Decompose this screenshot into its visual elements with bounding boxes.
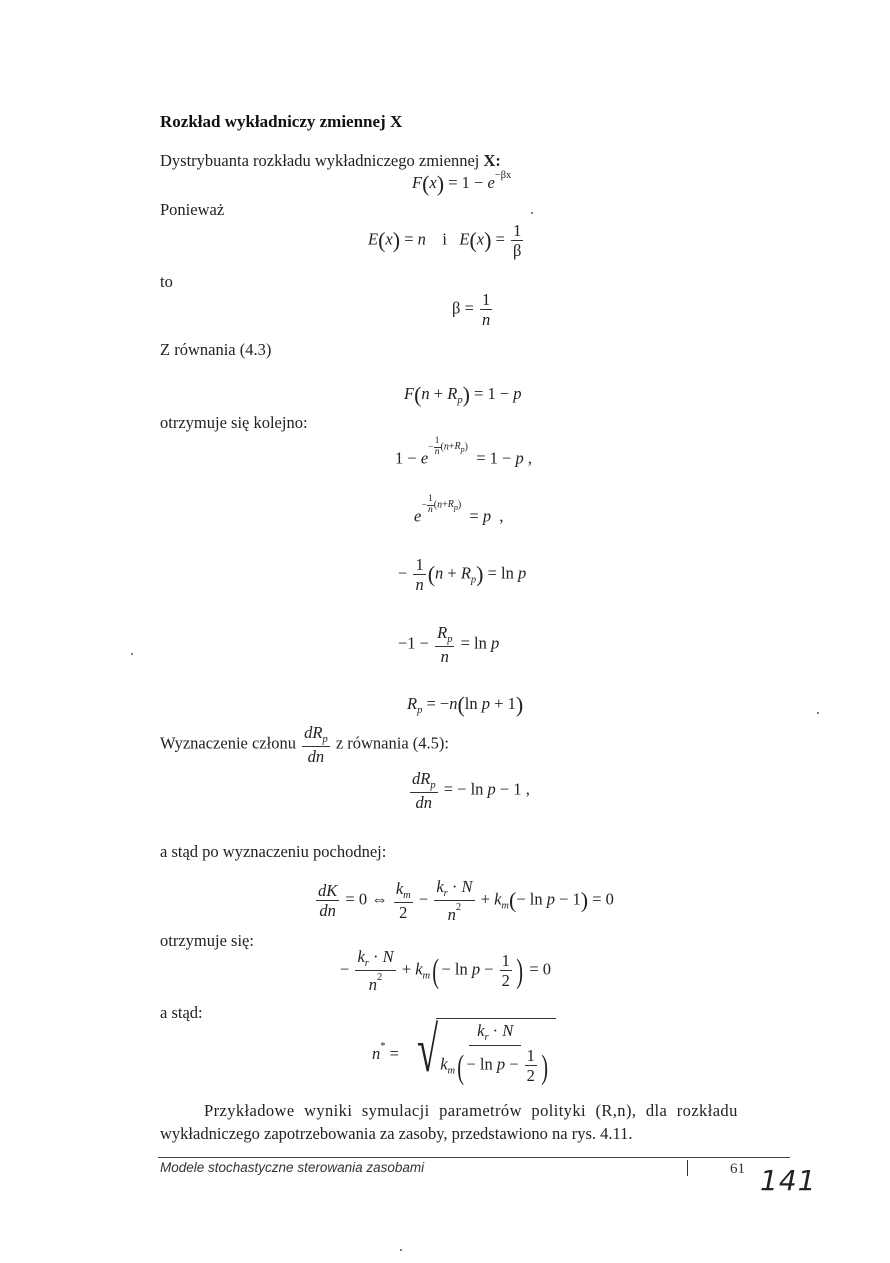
- label-a-stad-po: a stąd po wyznaczeniu pochodnej:: [160, 842, 387, 861]
- page-number: 61: [730, 1161, 745, 1177]
- label-z-rownania: Z równania (4.3): [160, 340, 272, 359]
- footer-separator: [687, 1160, 688, 1176]
- equation-step-3: − $\frac{1}{n}$ $(n + R_p) = \ln p$: [398, 555, 527, 595]
- label-wyznaczenie: Wyznaczenie członu: [160, 733, 296, 753]
- closing-paragraph-line2: wykładniczego zapotrzebowania za zasoby, przedstawiono na rys. 4.11.: [160, 1124, 633, 1143]
- footer-divider: [158, 1157, 790, 1158]
- label-to: to: [160, 272, 173, 291]
- equation-step-2: e− $\frac{1}{n}$ $(n+R_p) = p$ ,: [414, 494, 504, 526]
- scan-speck: [531, 212, 533, 214]
- closing-paragraph-line1: Przykładowe wyniki symulacji parametrów polityki (R,n), dla rozkładu: [204, 1101, 738, 1120]
- equation-derivative-rp: $\frac{dR_p}{dn}$ = − ln p − 1 ,: [412, 769, 530, 813]
- equation-step-4: −1 − $\frac{R_p}{n}$ = ln p: [398, 623, 500, 667]
- equation-step-1: 1 − e− $\frac{1}{n}$ $(n+R_p) = 1 - p$ ,: [395, 436, 532, 468]
- section-heading: Rozkład wykładniczy zmiennej X: [160, 112, 403, 131]
- label-z-rownania-45: z równania (4.5):: [335, 733, 449, 753]
- label-ponewaz: Ponieważ: [160, 200, 225, 219]
- label-otrzymuje-kolejno: otrzymuje się kolejno:: [160, 413, 308, 432]
- label-a-stad: a stąd:: [160, 1003, 203, 1022]
- scan-speck: [400, 1249, 402, 1251]
- scan-speck: [131, 653, 133, 655]
- handwritten-page-number: 141: [760, 1164, 817, 1197]
- label-otrzymuje-sie: otrzymuje się:: [160, 931, 254, 950]
- equation-beta: β = $\frac{1}{n}$: [452, 290, 491, 330]
- footer-title: Modele stochastyczne sterowania zasobami: [160, 1160, 425, 1175]
- equation-dk-dn: $\frac{dK}{dn}$ = 0 ⇔ $\frac{k_m}{2}$ − $\frac{k_r \cdot N}{n^2}$ + $k_m(- \ln p - 1) = 0$: [318, 877, 614, 925]
- intro-text: Dystrybuanta rozkładu wykładniczego zmiennej: [160, 151, 480, 170]
- equation-f-n-rp: $F(n + R_p) = 1 - p$: [404, 382, 522, 407]
- equation-condition: − $\frac{k_r \cdot N}{n^2}$ + $k_m( - \ln p$ − $\frac{1}{2}$ ) = 0: [340, 947, 552, 995]
- label-wyznaczenie-line: Wyznaczenie członu $\frac{dR_p}{dn}$ z równania (4.5):: [160, 723, 449, 767]
- scan-speck: [817, 712, 819, 714]
- equation-rp: $R_p = -n(\ln$ p + 1): [407, 692, 524, 717]
- equation-cdf: $F(x) = 1 - e^{-\beta x}$: [412, 170, 512, 196]
- intro-paragraph: [160, 151, 501, 171]
- intro-variable: X:: [483, 151, 501, 170]
- equation-expectation: E(x) = n i E(x) = $\frac{1}{\beta}$: [368, 221, 522, 261]
- equation-optimal-n: n* = √ $k_r \cdot N$ $k_m( - \ln p$ − $\frac{1}{2}$ ): [372, 1018, 556, 1087]
